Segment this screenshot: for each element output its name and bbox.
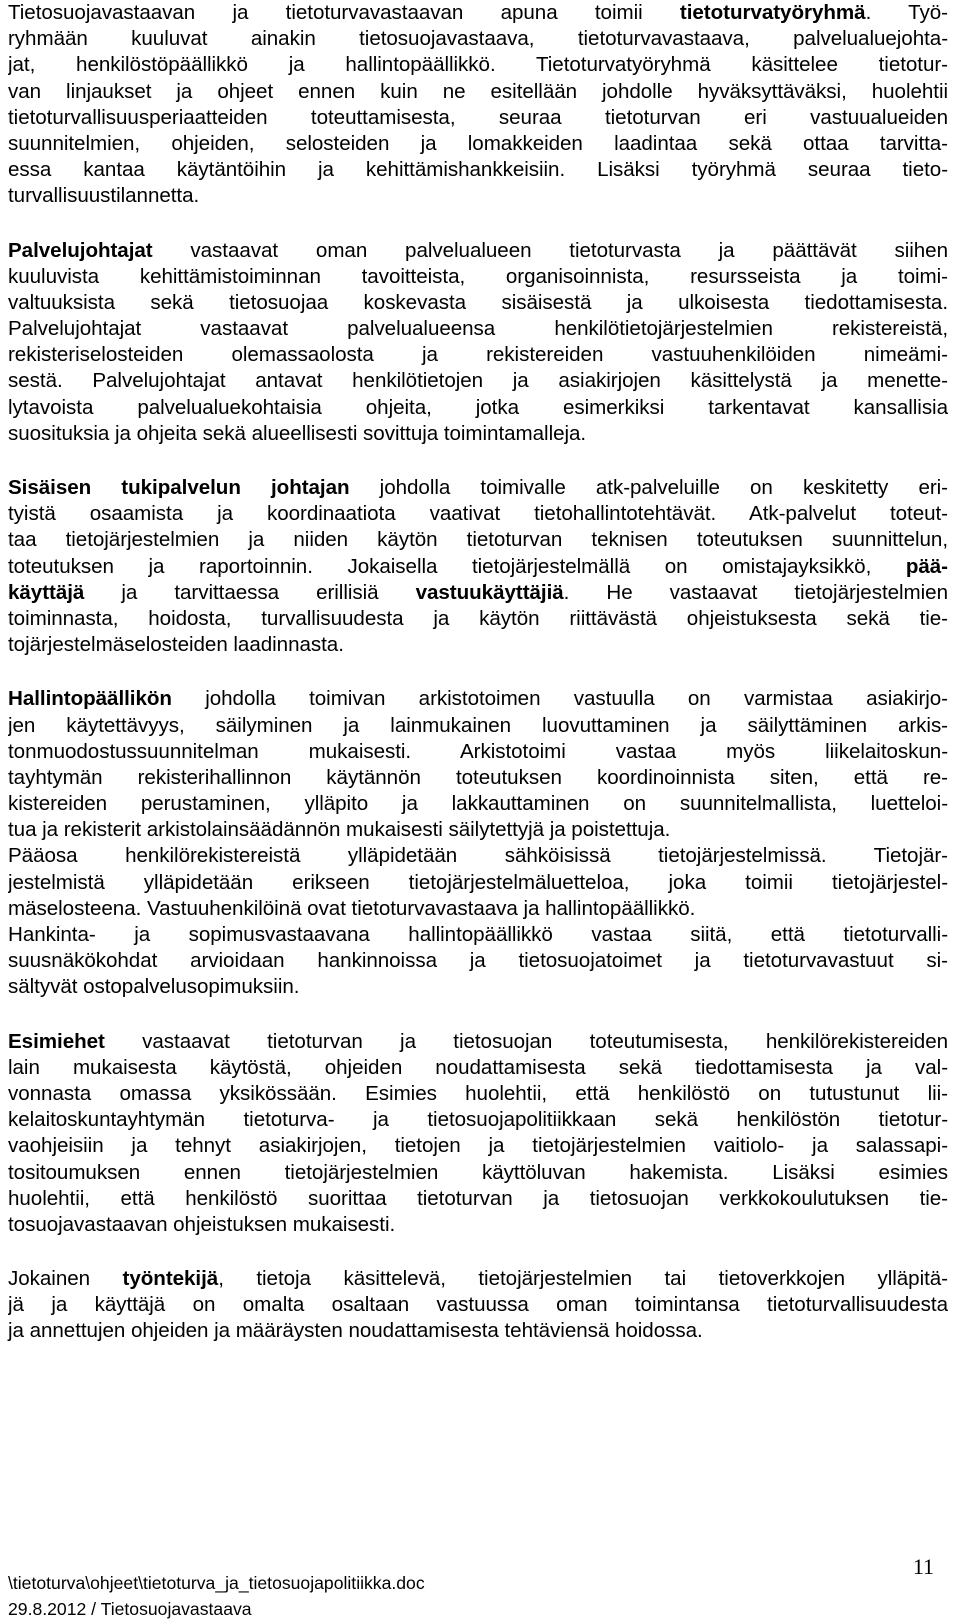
footer-file-path: \tietoturva\ohjeet\tietoturva_ja_tietosuojapolitiikka.doc (8, 1573, 425, 1593)
text-segment: jen käytettävyys, säilyminen ja lainmukainen luovuttaminen ja säilyttäminen arkis- (8, 713, 948, 737)
text-segment: ryhmään kuuluvat ainakin tietosuojavastaava, tietoturvavastaava, palvelualuejohta- (8, 27, 948, 51)
text-line (8, 739, 948, 765)
text-line (8, 421, 948, 447)
bold-text: Esimiehet (8, 1029, 105, 1053)
paragraph (8, 1266, 948, 1345)
text-line (8, 1186, 948, 1212)
text-line (8, 713, 948, 739)
text-line (8, 870, 948, 896)
text-line (8, 948, 948, 974)
text-segment: huolehtii, että henkilöstö suorittaa tietoturvan ja tietosuojan verkkokoulutuksen tie- (8, 1186, 948, 1210)
text-line (8, 1081, 948, 1107)
text-line (8, 183, 948, 209)
text-line (8, 843, 948, 869)
text-line (8, 368, 948, 394)
text-line (8, 0, 948, 26)
text-line (8, 1107, 948, 1133)
text-segment: jat, henkilöstöpäällikkö ja hallintopäällikkö. Tietoturvatyöryhmä käsittelee tietotur- (8, 53, 948, 77)
text-segment: sestä. Palvelujohtajat antavat henkilötietojen ja asiakirjojen käsittelystä ja menette- (8, 369, 948, 393)
text-line (8, 606, 948, 632)
paragraph-gap (8, 210, 948, 238)
footer (8, 1570, 948, 1622)
bold-text: Sisäisen tukipalvelun johtajan (8, 476, 350, 499)
text-line (8, 632, 948, 658)
text-segment: Pääosa henkilörekistereistä ylläpidetään sähköisissä tietojärjestelmissä. Tietojär- (8, 844, 948, 868)
text-line (8, 395, 948, 421)
text-segment: essa kantaa käytäntöihin ja kehittämishankkeisiin. Lisäksi työryhmä seuraa tieto- (8, 158, 948, 182)
text-line (8, 1055, 948, 1081)
text-line (8, 580, 948, 606)
bold-text: Palvelujohtajat (8, 238, 153, 262)
text-segment: kistereiden perustaminen, ylläpito ja lakkauttaminen on suunnitelmallista, luetteloi- (8, 792, 948, 816)
text-line (8, 475, 948, 501)
footer-date-author: 29.8.2012 / Tietosuojavastaava (8, 1599, 252, 1619)
text-line (8, 765, 948, 791)
text-segment: kuuluvista kehittämistoiminnan tavoitteista, organisoinnista, resursseista ja toimi- (8, 264, 948, 288)
text-line (8, 52, 948, 78)
text-segment: johdolla toimivalle atk-palveluille on keskitetty eri- (349, 476, 948, 499)
bold-text: pää- (905, 554, 948, 578)
text-line (8, 922, 948, 948)
text-line (8, 1029, 948, 1055)
bold-text: Hallintopäällikön (8, 687, 172, 711)
text-segment: jä ja käyttäjä on omalta osaltaan vastuussa oman toimintansa tietoturvallisuudesta (8, 1293, 948, 1317)
paragraph-gap (8, 1001, 948, 1029)
text-line (8, 501, 948, 527)
bold-text: tietoturvatyöryhmä (679, 1, 866, 24)
paragraph (8, 238, 948, 448)
bold-text: vastuukäyttäjiä (415, 580, 564, 604)
text-segment: suusnäkökohdat arvioidaan hankinnoissa ja tietosuojatoimet ja tietoturvavastuut si- (8, 949, 948, 973)
text-segment: Tietosuojavastaavan ja tietoturvavastaavan apuna toimii (8, 1, 680, 24)
text-segment: tua ja rekisterit arkistolainsäädännön mukaisesti säilytettyjä ja poistettuja. (8, 818, 671, 842)
text-segment: mäselosteena. Vastuuhenkilöinä ovat tietoturvavastaava ja hallintopäällikkö. (8, 896, 696, 920)
text-line (8, 131, 948, 157)
text-segment: suosituksia ja ohjeita sekä alueellisesti sovittuja toimintamalleja. (8, 421, 587, 445)
bold-text: käyttäjä (8, 580, 85, 604)
text-line (8, 527, 948, 553)
text-line (8, 686, 948, 712)
text-line (8, 1160, 948, 1186)
text-segment: jestelmistä ylläpidetään erikseen tietojärjestelmäluetteloa, joka toimii tietojärjestel- (8, 870, 948, 894)
bold-text: työntekijä (122, 1267, 219, 1291)
text-line (8, 896, 948, 922)
text-segment: turvallisuustilannetta. (8, 184, 200, 208)
text-segment: . He vastaavat tietojärjestelmien (563, 580, 948, 604)
paragraph (8, 475, 948, 658)
text-segment: suunnitelmien, ohjeiden, selosteiden ja lomakkeiden laadintaa sekä ottaa tarvitta- (8, 131, 948, 155)
text-segment: vaohjeisiin ja tehnyt asiakirjojen, tietojen ja tietojärjestelmien vaitiolo- ja salassapi- (8, 1134, 948, 1158)
paragraph (8, 1029, 948, 1239)
text-line (8, 316, 948, 342)
text-segment: ja tarvittaessa erillisiä (84, 580, 416, 604)
text-segment: tayhtymän rekisterihallinnon käytännön toteutuksen koordinoinnista siten, että re- (8, 765, 948, 789)
text-segment: johdolla toimivan arkistotoimen vastuulla on varmistaa asiakirjo- (171, 687, 948, 711)
paragraph (8, 686, 948, 1000)
text-segment: tojärjestelmäselosteiden laadinnasta. (8, 633, 344, 657)
text-segment: tositoumuksen ennen tietojärjestelmien käyttöluvan hakemista. Lisäksi esimies (8, 1160, 948, 1184)
paragraph-gap (8, 658, 948, 686)
text-segment: Hankinta- ja sopimusvastaavana hallintopäällikkö vastaa siitä, että tietoturvalli- (8, 923, 948, 946)
text-line (8, 264, 948, 290)
text-line (8, 105, 948, 131)
page-number: 11 (912, 1554, 934, 1579)
paragraph-gap (8, 1238, 948, 1266)
text-segment: tyistä osaamista ja koordinaatiota vaativat tietohallintotehtävät. Atk-palvelut toteut- (8, 502, 948, 526)
text-segment: toteutuksen ja raportoinnin. Jokaisella tietojärjestelmällä on omistajayksikkö, (8, 554, 906, 578)
text-line (8, 1266, 948, 1292)
text-line (8, 974, 948, 1000)
text-segment: Palvelujohtajat vastaavat palvelualueensa henkilötietojärjestelmien rekistereistä, (8, 317, 948, 341)
text-line (8, 554, 948, 580)
text-line (8, 79, 948, 105)
text-line (8, 157, 948, 183)
paragraph (8, 0, 948, 210)
text-line (8, 26, 948, 52)
text-segment: kelaitoskuntayhtymän tietoturva- ja tietosuojapolitiikkaan sekä henkilöstön tietotur- (8, 1108, 948, 1132)
text-segment: vastaavat tietoturvan ja tietosuojan toteutumisesta, henkilörekistereiden (104, 1029, 948, 1053)
text-segment: van linjaukset ja ohjeet ennen kuin ne esitellään johdolle hyväksyttäväksi, huolehtii (8, 79, 948, 103)
text-line (8, 1133, 948, 1159)
text-segment: sältyvät ostopalvelusopimuksiin. (8, 975, 300, 999)
text-segment: rekisteriselosteiden olemassaolosta ja rekistereiden vastuuhenkilöiden nimeämi- (8, 343, 948, 367)
paragraph-gap (8, 447, 948, 475)
text-segment: valtuuksista sekä tietosuojaa koskevasta sisäisestä ja ulkoisesta tiedottamisesta. (8, 290, 948, 314)
text-line (8, 290, 948, 316)
text-segment: , tietoja käsittelevä, tietojärjestelmien tai tietoverkkojen ylläpitä- (218, 1267, 948, 1291)
text-segment: tonmuodostussuunnitelman mukaisesti. Arkistotoimi vastaa myös liikelaitoskun- (8, 739, 948, 763)
text-line (8, 1318, 948, 1344)
text-segment: lain mukaisesta käytöstä, ohjeiden noudattamisesta sekä tiedottamisesta ja val- (8, 1055, 948, 1079)
document-body (8, 0, 948, 1345)
text-segment: vastaavat oman palvelualueen tietoturvasta ja päättävät siihen (152, 238, 948, 262)
text-segment: . Työ- (865, 1, 948, 24)
text-segment: vonnasta omassa yksikössään. Esimies huolehtii, että henkilöstö on tutustunut lii- (8, 1081, 948, 1105)
text-segment: taa tietojärjestelmien ja niiden käytön tietoturvan teknisen toteutuksen suunnittelun, (8, 528, 948, 552)
text-line (8, 1212, 948, 1238)
text-line (8, 791, 948, 817)
text-line (8, 1292, 948, 1318)
text-segment: Jokainen (8, 1267, 123, 1291)
text-line (8, 238, 948, 264)
text-segment: toiminnasta, hoidosta, turvallisuudesta ja käytön riittävästä ohjeistuksesta sekä tie- (8, 606, 948, 630)
text-line (8, 342, 948, 368)
text-segment: ja annettujen ohjeiden ja määräysten noudattamisesta tehtäviensä hoidossa. (8, 1319, 703, 1343)
text-segment: lytavoista palvelualuekohtaisia ohjeita, jotka esimerkiksi tarkentavat kansallisia (8, 395, 948, 419)
text-line (8, 817, 948, 843)
text-segment: tietoturvallisuusperiaatteiden toteuttamisesta, seuraa tietoturvan eri vastuualueiden (8, 105, 948, 129)
text-segment: tosuojavastaavan ohjeistuksen mukaisesti. (8, 1212, 396, 1236)
